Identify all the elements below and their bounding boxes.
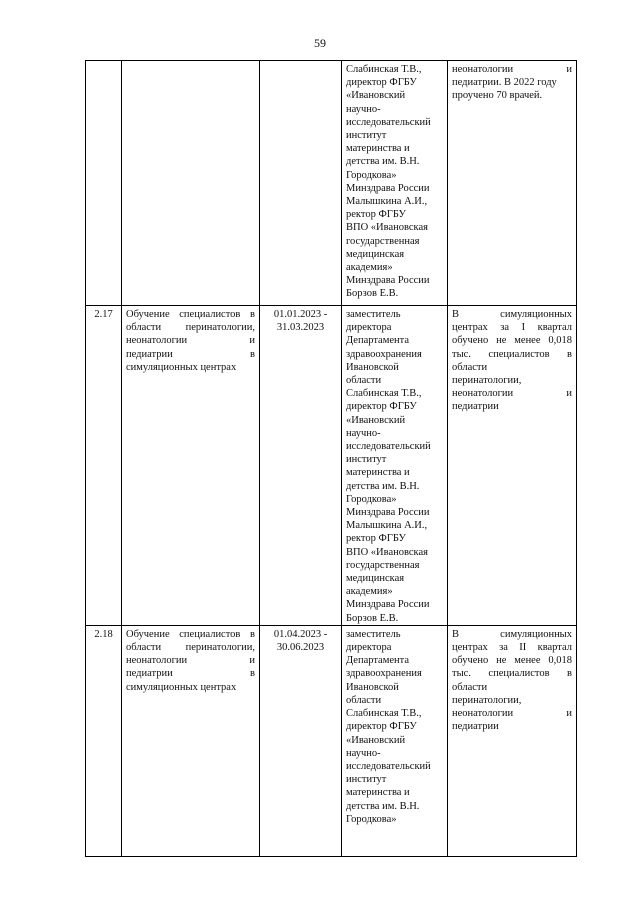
responsible-line: детства им. В.Н.	[346, 480, 420, 492]
result-cell	[448, 61, 577, 306]
responsible-line: Борзов Е.В.	[346, 288, 399, 300]
responsible-line: директора	[346, 322, 392, 334]
activity-name-line: симуляционных центрах	[126, 681, 237, 693]
plan-table	[85, 60, 577, 857]
result-line: тыс. специалистов в	[452, 348, 572, 360]
responsible-line: ВПО «Ивановская	[346, 222, 428, 234]
responsible-line: Малышкина А.И.,	[346, 196, 428, 208]
responsible-line: исследовательский	[346, 441, 431, 453]
activity-name-line: области перинатологии,	[126, 642, 255, 654]
table-row	[86, 61, 577, 306]
responsible-line: «Ивановский	[346, 414, 406, 426]
responsible-line: научно-	[346, 103, 381, 115]
activity-name-line: области перинатологии,	[126, 322, 255, 334]
result-line: перинатологии,	[452, 694, 522, 706]
responsible-line: детства им. В.Н.	[346, 156, 420, 168]
row-number: 2.17	[94, 309, 113, 320]
activity-name-line: симуляционных центрах	[126, 361, 237, 373]
responsible-line: детства им. В.Н.	[346, 800, 420, 812]
responsible-line: Городкова»	[346, 493, 397, 505]
responsible-line: академия»	[346, 262, 393, 274]
responsible-line: здравоохранения	[346, 668, 422, 680]
activity-name-line: Обучение специалистов в	[126, 309, 255, 320]
responsible-line: директора	[346, 642, 392, 654]
table-body	[86, 61, 577, 857]
activity-name-line: Обучение специалистов в	[126, 628, 255, 640]
responsible-line: академия»	[346, 586, 393, 598]
responsible-line: Городкова»	[346, 169, 397, 181]
responsible-line: Слабинская Т.В.,	[346, 64, 422, 75]
result-line: проучено 70 врачей.	[452, 90, 543, 102]
responsible-cell	[342, 61, 448, 306]
period-start: 01.04.2023 -	[273, 628, 328, 640]
responsible-line: институт	[346, 130, 387, 142]
responsible-line: директор ФГБУ	[346, 401, 417, 413]
result-line: неонатологии и	[452, 708, 572, 720]
row-number-cell	[86, 61, 122, 306]
period-start: 01.01.2023 -	[273, 309, 328, 320]
period-end: 31.03.2023	[276, 322, 325, 334]
responsible-line: области	[346, 375, 382, 387]
period-cell	[260, 61, 342, 306]
result-line: перинатологии,	[452, 375, 522, 387]
responsible-line: институт	[346, 774, 387, 786]
responsible-line: научно-	[346, 747, 381, 759]
result-line: центрах за I квартал	[452, 322, 572, 334]
responsible-line: директор ФГБУ	[346, 721, 417, 733]
responsible-line: Минздрава России	[346, 599, 430, 611]
result-cell	[448, 625, 577, 856]
responsible-line: ректор ФГБУ	[346, 209, 406, 221]
activity-name-cell	[122, 625, 260, 856]
period-end: 30.06.2023	[276, 642, 325, 654]
result-line: педиатрии. В 2022 году	[452, 77, 557, 89]
row-number-cell	[86, 306, 122, 626]
period-cell	[260, 625, 342, 856]
result-line: обучено не менее 0,018	[452, 335, 572, 347]
page-number: 59	[314, 36, 326, 50]
responsible-line: материнства и	[346, 787, 410, 799]
responsible-line: директор ФГБУ	[346, 77, 417, 89]
responsible-line: Минздрава России	[346, 507, 430, 519]
responsible-line: научно-	[346, 427, 381, 439]
responsible-line: ректор ФГБУ	[346, 533, 406, 545]
result-line: обучено не менее 0,018	[452, 655, 572, 667]
responsible-line: материнства и	[346, 143, 410, 155]
result-line: В симуляционных	[452, 628, 572, 640]
responsible-line: ВПО «Ивановская	[346, 546, 428, 558]
responsible-line: Городкова»	[346, 813, 397, 825]
responsible-line: заместитель	[346, 309, 401, 320]
responsible-line: Борзов Е.В.	[346, 612, 399, 624]
responsible-line: государственная	[346, 235, 420, 247]
responsible-line: Департамента	[346, 655, 410, 667]
responsible-line: медицинская	[346, 573, 405, 585]
result-line: неонатологии и	[452, 388, 572, 400]
result-line: В симуляционных	[452, 309, 572, 320]
activity-name-line: неонатологии и	[126, 655, 255, 667]
activity-name-line: неонатологии и	[126, 335, 255, 347]
activity-name-line: педиатрии в	[126, 348, 255, 360]
responsible-line: исследовательский	[346, 760, 431, 772]
result-line: области	[452, 681, 488, 693]
row-number: 2.18	[94, 628, 113, 640]
result-line: педиатрии	[452, 721, 499, 733]
responsible-cell	[342, 306, 448, 626]
responsible-line: медицинская	[346, 248, 405, 260]
responsible-line: Слабинская Т.В.,	[346, 708, 422, 720]
row-number-cell	[86, 625, 122, 856]
result-line: тыс. специалистов в	[452, 668, 572, 680]
responsible-line: Малышкина А.И.,	[346, 520, 428, 532]
responsible-line: Слабинская Т.В.,	[346, 388, 422, 400]
responsible-line: здравоохранения	[346, 348, 422, 360]
responsible-line: институт	[346, 454, 387, 466]
responsible-line: государственная	[346, 559, 420, 571]
responsible-line: Ивановской	[346, 681, 399, 693]
table-row	[86, 306, 577, 626]
responsible-line: «Ивановский	[346, 90, 406, 102]
activity-name-cell	[122, 61, 260, 306]
responsible-line: области	[346, 694, 382, 706]
table-row	[86, 625, 577, 856]
responsible-line: заместитель	[346, 628, 401, 640]
result-line: области	[452, 361, 488, 373]
responsible-line: Минздрава России	[346, 275, 430, 287]
responsible-cell	[342, 625, 448, 856]
result-line: неонатологии и	[452, 64, 572, 75]
period-cell	[260, 306, 342, 626]
result-line: педиатрии	[452, 401, 499, 413]
responsible-line: Ивановской	[346, 361, 399, 373]
responsible-line: Минздрава России	[346, 182, 430, 194]
activity-name-line: педиатрии в	[126, 668, 255, 680]
responsible-line: «Ивановский	[346, 734, 406, 746]
activity-name-cell	[122, 306, 260, 626]
result-line: центрах за II квартал	[452, 642, 572, 654]
responsible-line: исследовательский	[346, 116, 431, 128]
responsible-line: материнства и	[346, 467, 410, 479]
responsible-line: Департамента	[346, 335, 410, 347]
result-cell	[448, 306, 577, 626]
